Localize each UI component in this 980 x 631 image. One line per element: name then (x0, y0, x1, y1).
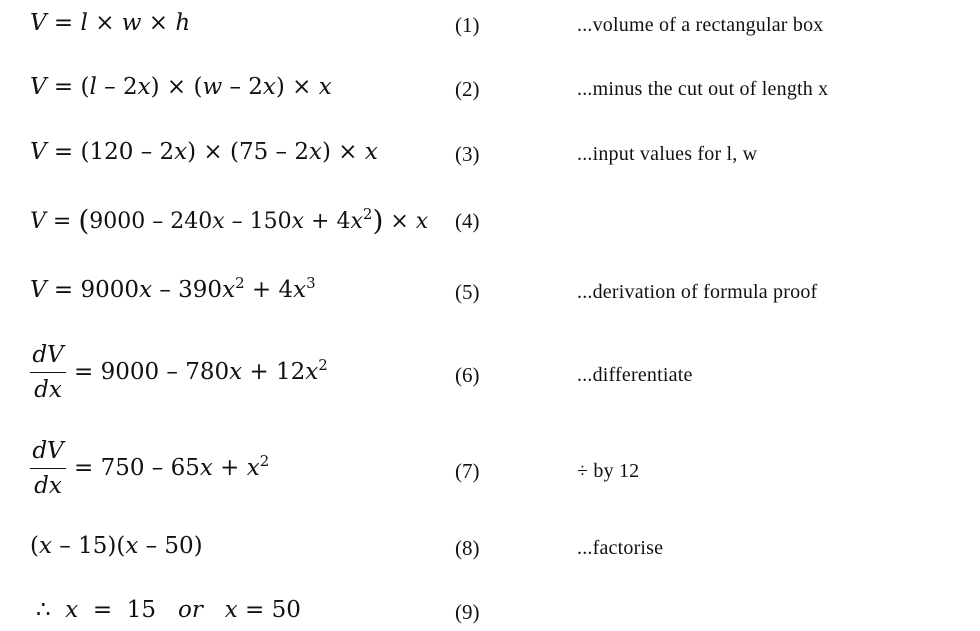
equation-number-5: (5) (455, 280, 480, 304)
equation-number-2: (2) (455, 77, 480, 101)
equation-note-2: ...minus the cut out of length x (577, 78, 829, 100)
equation-number-4: (4) (455, 209, 480, 233)
equation-note-3: ...input values for l, w (577, 143, 758, 165)
equation-6: = $9000 - 780x + 12x^2$ (74, 356, 328, 385)
equation-4: $V = (9000 - 240x - 150x + 4x^2) \times x$ (30, 204, 429, 237)
equation-note-5: ...derivation of formula proof (577, 281, 818, 303)
equation-8: (x – 15)(x – 50) (30, 533, 203, 559)
equation-2: V = (l – 2x) × (w – 2x) × x (30, 74, 332, 100)
equation-note-6: ...differentiate (577, 364, 693, 386)
equation-1: V = l × w × h (30, 10, 191, 36)
equation-number-7: (7) (455, 459, 480, 483)
equation-3: V = (120 – 2x) × (75 – 2x) × x (30, 139, 378, 165)
equation-5: $V = 9000x - 390x^2 + 4x^3$ (30, 274, 316, 303)
equation-number-6: (6) (455, 363, 480, 387)
equation-note-7: ÷ by 12 (577, 460, 640, 482)
equation-number-8: (8) (455, 536, 480, 560)
derivative-fraction-7: dV dx (30, 440, 66, 498)
equation-7: = $750 - 65x + x^2$ (74, 452, 270, 481)
equation-number-3: (3) (455, 142, 480, 166)
equation-note-1: ...volume of a rectangular box (577, 14, 824, 36)
derivative-fraction-6: dV dx (30, 344, 66, 402)
equation-number-9: (9) (455, 600, 480, 624)
equation-9: ∴ x = 15 or x = 50 (36, 597, 301, 623)
equation-note-8: ...factorise (577, 537, 664, 559)
equation-number-1: (1) (455, 13, 480, 37)
